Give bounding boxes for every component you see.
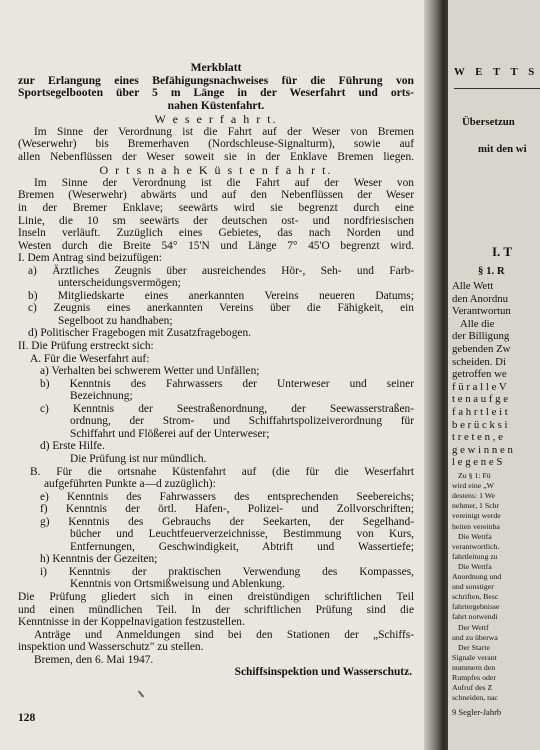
merkblatt-text (18, 62, 414, 679)
pruefung-a-heading: A. Für die Weserfahrt auf: (30, 352, 150, 365)
right-small-text-line: Der Starte (458, 642, 490, 652)
closing-line-1: Die Prüfung gliedert sich in einen dreistündigen schriftlichen Teil (18, 590, 414, 603)
right-text-line: gebenden Zw (452, 343, 511, 355)
pruefung-b-heading-1: B. Für die ortsnahe Küstenfahrt auf (die für die Weserfahrt (30, 465, 414, 478)
right-small-text-line: fahrt notwendi (452, 612, 498, 622)
pruefung-b-item-g-cont-2: Entfernungen, Geschwindigkeit, Abtrift und Wassertiefe; (70, 540, 414, 553)
pruefung-b-item-g: g) Kenntnis des Gebrauchs der Seekarten, der Segelhand- (40, 515, 414, 528)
right-small-text-line: Aufruf des Z (452, 683, 493, 693)
section-heading-kuestenfahrt: O r t s n a h e K ü s t e n f a h r t. (99, 163, 333, 178)
antrag-item-a-cont: unterscheidungsvermögen; (58, 277, 181, 290)
date-line: Bremen, den 6. Mai 1947. (34, 653, 154, 666)
right-text-line: den Anordnu (452, 292, 509, 305)
pruefung-a-item-a: a) Verhalten bei schwerem Wetter und Unfällen; (40, 365, 260, 378)
right-text-line: g e w i n n e n (452, 443, 513, 456)
kueste-line-4: Linie, die 10 sm seewärts der deutschen ost- und nordfriesischen (18, 214, 414, 227)
title-line-1: Merkblatt (190, 61, 242, 74)
right-small-text-line: Rumpfes oder (452, 673, 496, 682)
right-small-text-line: nummern den (452, 662, 496, 672)
right-small-text-line: schneiden, nac (452, 693, 498, 703)
right-small-text-line: Signale verant (452, 652, 497, 662)
pruefung-a-item-b: b) Kenntnis des Fahrwassers der Unterweser und seiner (40, 377, 414, 390)
right-small-text-line: wird eine „W (452, 481, 494, 491)
right-small-text-line: und zu überwa (452, 632, 498, 642)
antrag-item-b: b) Mitgliedskarte eines anerkannten Vereins neueren Datums; (28, 289, 414, 302)
right-small-text-line: Die Wettfa (458, 531, 492, 541)
right-small-text-line: und sonstiger (452, 582, 494, 592)
right-text-line: l e g e n e S (452, 456, 503, 469)
right-small-text-line: verantwortlich. (452, 541, 500, 551)
right-chapter: I. T (492, 244, 512, 259)
antrag-heading: I. Dem Antrag sind beizufügen: (18, 252, 162, 265)
right-text-line: f a h r t l e i t (452, 406, 508, 418)
application-line-2: inspektion und Wasserschutz" zu stellen. (18, 641, 204, 654)
weser-line-1: Im Sinne der Verordnung ist die Fahrt auf der Weser von Bremen (34, 125, 414, 138)
antrag-item-d: d) Politischer Fragebogen mit Zusatzfragebogen. (28, 327, 252, 340)
kueste-line-3: in der Bremer Enklave; seewärts wird sie begrenzt durch eine (18, 202, 414, 215)
right-text-line: t r e t e n , e (452, 431, 503, 444)
right-header: W E T T S (454, 66, 539, 78)
right-text-line: scheiden. Di (452, 355, 506, 368)
pruefung-heading: II. Die Prüfung erstreckt sich: (18, 340, 154, 353)
right-subtitle-1: Übersetzun (462, 116, 515, 128)
kueste-line-1: Im Sinne der Verordnung ist die Fahrt auf der Weser von (34, 176, 414, 189)
right-small-text-line: fahrtergebnisse (452, 602, 500, 612)
right-small-text-line: nehmer, 1 Schr (452, 501, 500, 511)
right-small-text-line: Anordnung und (452, 572, 502, 581)
right-small-text-line: fahrtleitung zu (452, 551, 498, 561)
pruefung-b-item-g-cont-1: bücher und Leuchtfeuerverzeichnisse, Bestimmung von Kurs, (70, 528, 414, 541)
right-small-text-line: Der Wettf (458, 622, 489, 632)
pruefung-a-item-c: c) Kenntnis der Seestraßenordnung, der Seewasserstraßen- (40, 402, 414, 415)
book-gutter (424, 0, 450, 750)
right-header-rule (454, 88, 540, 89)
right-text-line: b e r ü c k s i (452, 418, 508, 431)
right-text-line: der Billigung (452, 330, 510, 343)
kueste-line-5: Inseln verläuft. Zuzüglich eines Gebietes, das nach Norden und (18, 227, 414, 240)
right-small-text-line: destens: 1 We (452, 491, 495, 501)
pruefung-a-item-d: d) Erste Hilfe. (40, 440, 105, 453)
pruefung-a-item-b-cont: Bezeichnung; (70, 390, 133, 403)
closing-line-3: Kenntnisse in der Koppelnavigation festzustellen. (18, 616, 245, 629)
right-text-line: Alle Wett (452, 280, 494, 292)
page-number: 128 (18, 712, 36, 724)
right-small-text-line: vereinigt werde (452, 511, 501, 521)
pruefung-b-item-e: e) Kenntnis des Fahrwassers des entsprechenden Seebereichs; (40, 490, 414, 503)
application-line-1: Anträge und Anmeldungen sind bei den Stationen der „Schiffs- (34, 628, 414, 641)
pruefung-b-item-h: h) Kenntnis der Gezeiten; (40, 553, 158, 566)
pruefung-b-heading-2: aufgeführten Punkte a—d zuzüglich): (44, 478, 216, 491)
pruefung-a-note: Die Prüfung ist nur mündlich. (70, 452, 207, 465)
ink-mark (138, 690, 145, 697)
right-small-text-line: heiten vereinba (452, 521, 500, 531)
right-page (448, 0, 540, 750)
pruefung-a-item-c-cont-1: ordnung, der Strom- und Schiffahrtspolizeiverordnung für (70, 415, 414, 428)
pruefung-b-item-f: f) Kenntnis der örtl. Hafen-, Polizei- und Zollvorschriften; (40, 503, 414, 516)
right-text-line: t e n a u f g e (452, 393, 509, 406)
title-line-2: zur Erlangung eines Befähigungsnachweises für die Führung von (18, 73, 414, 87)
signature: Schiffsinspektion und Wasserschutz. (234, 666, 412, 679)
antrag-item-c-cont: Segelboot zu handhaben; (58, 314, 173, 327)
pruefung-b-item-i-cont: Kenntnis von Ortsmißweisung und Ablenkung. (70, 578, 285, 591)
weser-line-3: allen Nebenflüssen der Weser soweit sie in der Enklave Bremen liegen. (18, 150, 414, 163)
right-section: § 1. R (478, 265, 505, 277)
right-text-line: f ü r a l l e V (452, 380, 507, 393)
closing-line-2: und einen mündlichen Teil. In der schriftlichen Prüfung sind die (18, 603, 414, 616)
right-small-text-line: Die Wettfa (458, 561, 492, 571)
right-small-text-line: schriften, Besc (452, 592, 499, 602)
right-text-line: getroffen we (452, 368, 507, 381)
right-small-text-line: Zu § 1: Fü (458, 471, 491, 480)
weser-line-2: (Weserwehr) bis Bremerhaven (Nordschleuse-Signalturm), sowie auf (18, 138, 414, 151)
pruefung-a-item-c-cont-2: Schiffahrt und Flößerei auf der Unterweser; (70, 427, 270, 440)
right-subtitle-2: mit den wi (478, 143, 527, 155)
section-heading-weserfahrt: W e s e r f a h r t. (154, 112, 278, 127)
kueste-line-2: Bremen (Weserwehr) abwärts und auf den Nebenflüssen der Weser (18, 189, 414, 202)
title-line-3: Sportsegelbooten über 5 m Länge in der Weserfahrt und orts- (18, 86, 414, 100)
title-line-4: nahen Küstenfahrt. (167, 98, 265, 112)
right-footer: 9 Segler-Jahrb (452, 707, 502, 717)
pruefung-b-item-i: i) Kenntnis der praktischen Verwendung des Kompasses, (40, 565, 414, 578)
right-text-line: Verantwortun (452, 305, 511, 318)
antrag-item-a: a) Ärztliches Zeugnis über ausreichendes Hör-, Seh- und Farb- (28, 264, 414, 277)
kueste-line-6: Westen durch die Breite 54° 15'N und Länge 7° 45'O begrenzt wird. (18, 239, 414, 252)
antrag-item-c: c) Zeugnis eines anerkannten Vereins über die Fähigkeit, ein (28, 302, 414, 315)
right-text-line: Alle die (460, 317, 495, 330)
